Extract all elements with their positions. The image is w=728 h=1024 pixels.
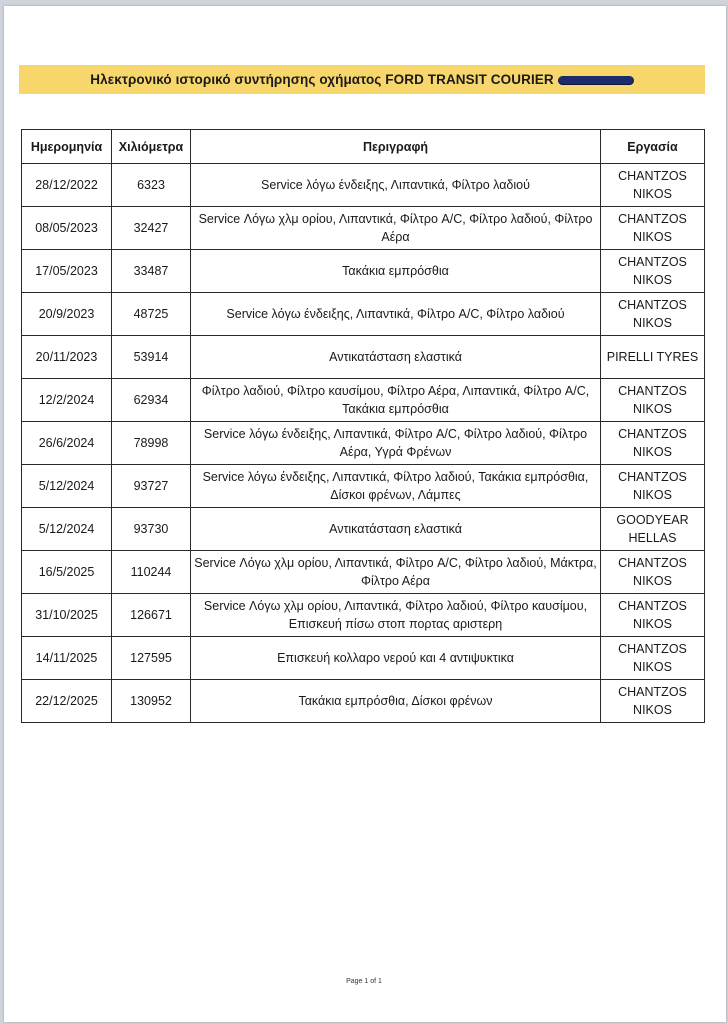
cell-date: 26/6/2024 [22, 422, 112, 465]
cell-date: 12/2/2024 [22, 379, 112, 422]
header-kilometers: Χιλιόμετρα [112, 130, 191, 164]
cell-kilometers: 62934 [112, 379, 191, 422]
cell-description: Επισκευή κολλαρο νερού και 4 αντιψυκτικα [191, 637, 601, 680]
page-number-footer: Page 1 of 1 [346, 978, 382, 985]
cell-work: CHANTZOS NIKOS [601, 465, 705, 508]
table-row [22, 551, 705, 594]
table-row [22, 422, 705, 465]
cell-description: Αντικατάσταση ελαστικά [191, 508, 601, 551]
license-plate-redaction [558, 76, 634, 85]
cell-description: Τακάκια εμπρόσθια, Δίσκοι φρένων [191, 680, 601, 723]
cell-work: CHANTZOS NIKOS [601, 250, 705, 293]
table-row [22, 508, 705, 551]
cell-date: 08/05/2023 [22, 207, 112, 250]
cell-date: 22/12/2025 [22, 680, 112, 723]
cell-date: 5/12/2024 [22, 465, 112, 508]
cell-kilometers: 32427 [112, 207, 191, 250]
cell-description: Service λόγω ένδειξης, Λιπαντικά, Φίλτρο λαδιού [191, 164, 601, 207]
cell-description: Αντικατάσταση ελαστικά [191, 336, 601, 379]
cell-work: CHANTZOS NIKOS [601, 680, 705, 723]
cell-kilometers: 110244 [112, 551, 191, 594]
cell-work: CHANTZOS NIKOS [601, 293, 705, 336]
cell-work: CHANTZOS NIKOS [601, 164, 705, 207]
document-title-bar [19, 65, 705, 94]
cell-kilometers: 93730 [112, 508, 191, 551]
cell-description: Φίλτρο λαδιού, Φίλτρο καυσίμου, Φίλτρο Αέρα, Λιπαντικά, Φίλτρο A/C, Τακάκια εμπρόσθια [191, 379, 601, 422]
cell-kilometers: 126671 [112, 594, 191, 637]
cell-description: Service Λόγω χλμ ορίου, Λιπαντικά, Φίλτρο λαδιού, Φίλτρο καυσίμου, Επισκευή πίσω στοπ πορτας αριστερη [191, 594, 601, 637]
cell-work: CHANTZOS NIKOS [601, 207, 705, 250]
cell-kilometers: 130952 [112, 680, 191, 723]
header-date: Ημερομηνία [22, 130, 112, 164]
cell-kilometers: 6323 [112, 164, 191, 207]
cell-kilometers: 78998 [112, 422, 191, 465]
document-title: Ηλεκτρονικό ιστορικό συντήρησης οχήματος FORD TRANSIT COURIER [90, 72, 554, 87]
cell-description: Service λόγω ένδειξης, Λιπαντικά, Φίλτρο λαδιού, Τακάκια εμπρόσθια, Δίσκοι φρένων, Λάμπες [191, 465, 601, 508]
header-description: Περιγραφή [191, 130, 601, 164]
cell-kilometers: 93727 [112, 465, 191, 508]
maintenance-history-table [21, 129, 705, 723]
cell-description: Service λόγω ένδειξης, Λιπαντικά, Φίλτρο A/C, Φίλτρο λαδιού [191, 293, 601, 336]
table-row [22, 207, 705, 250]
cell-date: 20/9/2023 [22, 293, 112, 336]
cell-description: Service Λόγω χλμ ορίου, Λιπαντικά, Φίλτρο A/C, Φίλτρο λαδιού, Φίλτρο Αέρα [191, 207, 601, 250]
cell-work: CHANTZOS NIKOS [601, 594, 705, 637]
cell-date: 20/11/2023 [22, 336, 112, 379]
table-row [22, 164, 705, 207]
cell-date: 14/11/2025 [22, 637, 112, 680]
cell-date: 17/05/2023 [22, 250, 112, 293]
cell-work: CHANTZOS NIKOS [601, 422, 705, 465]
cell-date: 31/10/2025 [22, 594, 112, 637]
cell-kilometers: 127595 [112, 637, 191, 680]
cell-work: CHANTZOS NIKOS [601, 551, 705, 594]
table-row [22, 336, 705, 379]
table-row [22, 293, 705, 336]
table-header-row [22, 130, 705, 164]
header-work: Εργασία [601, 130, 705, 164]
cell-description: Service Λόγω χλμ ορίου, Λιπαντικά, Φίλτρο A/C, Φίλτρο λαδιού, Μάκτρα, Φίλτρο Αέρα [191, 551, 601, 594]
cell-work: PIRELLI TYRES [601, 336, 705, 379]
cell-date: 5/12/2024 [22, 508, 112, 551]
cell-date: 28/12/2022 [22, 164, 112, 207]
table-row [22, 637, 705, 680]
cell-description: Service λόγω ένδειξης, Λιπαντικά, Φίλτρο A/C, Φίλτρο λαδιού, Φίλτρο Αέρα, Υγρά Φρένων [191, 422, 601, 465]
cell-kilometers: 53914 [112, 336, 191, 379]
cell-kilometers: 48725 [112, 293, 191, 336]
cell-work: CHANTZOS NIKOS [601, 379, 705, 422]
table-row [22, 680, 705, 723]
cell-date: 16/5/2025 [22, 551, 112, 594]
table-row [22, 594, 705, 637]
cell-work: CHANTZOS NIKOS [601, 637, 705, 680]
cell-kilometers: 33487 [112, 250, 191, 293]
cell-description: Τακάκια εμπρόσθια [191, 250, 601, 293]
table-row [22, 465, 705, 508]
table-row [22, 379, 705, 422]
table-row [22, 250, 705, 293]
cell-work: GOODYEAR HELLAS [601, 508, 705, 551]
